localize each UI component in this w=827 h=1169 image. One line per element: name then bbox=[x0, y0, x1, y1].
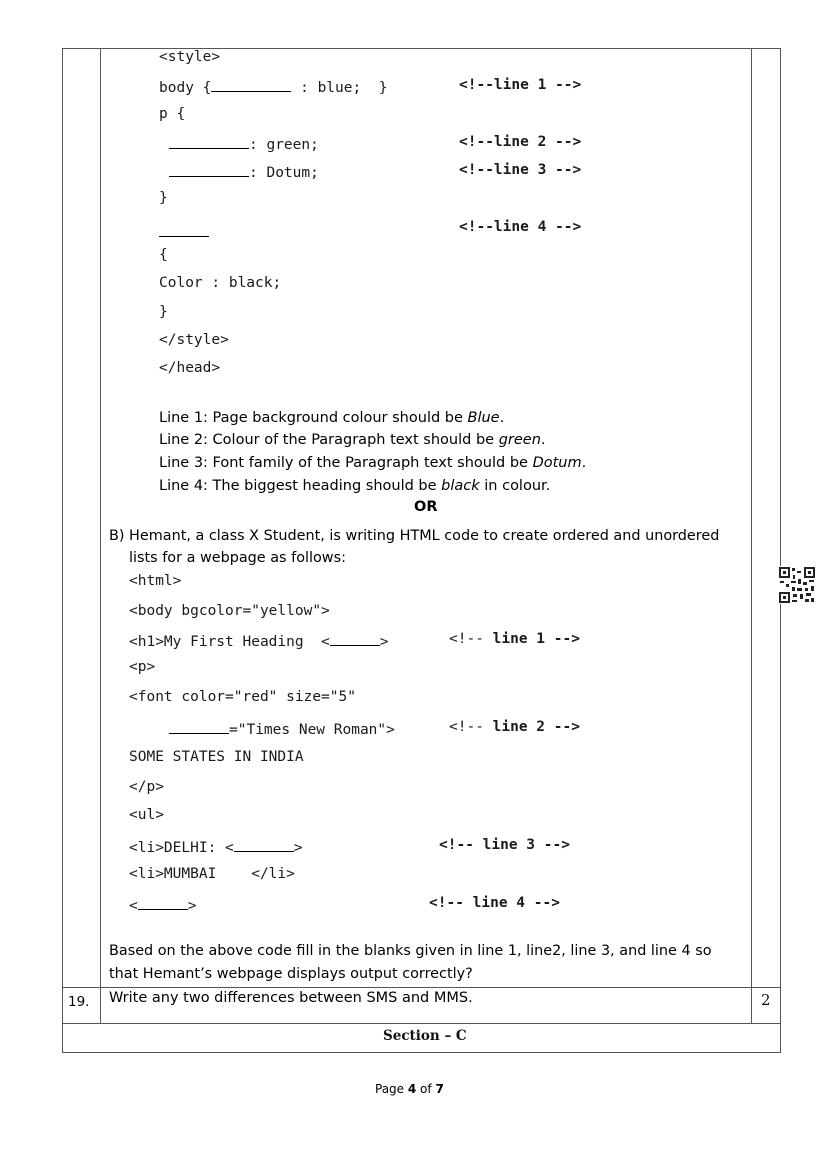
code-line: <li>MUMBAI </li> bbox=[129, 866, 295, 882]
or-label: OR bbox=[414, 499, 438, 515]
question-b-closing: that Hemant’s webpage displays output correctly? bbox=[109, 966, 473, 982]
code-line: SOME STATES IN INDIA bbox=[129, 749, 304, 765]
section-title: Section – C bbox=[383, 1028, 467, 1044]
code-line: <font color="red" size="5" bbox=[129, 689, 356, 705]
code-line: < > bbox=[129, 895, 196, 914]
code-comment: <!-- line 1 --> bbox=[449, 631, 580, 647]
instruction-line-3: Line 3: Font family of the Paragraph text should be Dotum. bbox=[159, 455, 587, 471]
code-comment: <!--line 1 --> bbox=[459, 77, 582, 93]
question-b-intro: B) Hemant, a class X Student, is writing HTML code to create ordered and unordered bbox=[109, 528, 720, 544]
qr-code-icon bbox=[778, 566, 816, 604]
code-comment: <!--line 3 --> bbox=[459, 162, 582, 178]
code-line: : Dotum; bbox=[169, 162, 319, 181]
instruction-line-1: Line 1: Page background colour should be Blue. bbox=[159, 410, 505, 426]
code-line: </style> bbox=[159, 332, 229, 348]
code-line: <h1>My First Heading < > bbox=[129, 631, 389, 650]
blank bbox=[330, 631, 380, 646]
code-line: ="Times New Roman"> bbox=[169, 719, 395, 738]
instruction-line-2: Line 2: Colour of the Paragraph text should be green. bbox=[159, 432, 546, 448]
blank bbox=[159, 222, 209, 237]
code-line: <style> bbox=[159, 49, 221, 65]
table-border-right bbox=[780, 48, 781, 1053]
row-divider-section bbox=[62, 1023, 781, 1024]
blank bbox=[169, 719, 229, 734]
code-line: } bbox=[159, 190, 168, 206]
code-comment: <!--line 2 --> bbox=[459, 134, 582, 150]
code-line: Color : black; bbox=[159, 275, 282, 291]
code-line: <ul> bbox=[129, 807, 164, 823]
question-text: Write any two differences between SMS and MMS. bbox=[109, 990, 473, 1006]
blank bbox=[169, 162, 249, 177]
table-border-qnum bbox=[100, 48, 101, 1023]
code-line: <li>DELHI: < > bbox=[129, 837, 303, 856]
code-line: </p> bbox=[129, 779, 164, 795]
page-footer: Page 4 of 7 bbox=[375, 1082, 444, 1096]
code-line: body { : blue; } bbox=[159, 77, 387, 96]
blank bbox=[169, 134, 249, 149]
question-number: 19. bbox=[68, 994, 90, 1010]
table-border-marks bbox=[751, 48, 752, 1023]
code-line: <html> bbox=[129, 573, 182, 589]
question-marks: 2 bbox=[761, 991, 771, 1009]
question-b-closing: Based on the above code fill in the blanks given in line 1, line2, line 3, and line 4 so bbox=[109, 943, 712, 959]
instruction-line-4: Line 4: The biggest heading should be black in colour. bbox=[159, 478, 551, 494]
code-line: : green; bbox=[169, 134, 319, 153]
code-line: } bbox=[159, 304, 168, 320]
code-line: p { bbox=[159, 106, 186, 122]
code-comment: <!-- line 2 --> bbox=[449, 719, 580, 735]
blank bbox=[211, 77, 291, 92]
question-b-intro: lists for a webpage as follows: bbox=[129, 550, 346, 566]
blank bbox=[138, 895, 188, 910]
table-border-bottom bbox=[62, 1052, 781, 1053]
blank bbox=[234, 837, 294, 852]
code-comment: <!--line 4 --> bbox=[459, 219, 582, 235]
code-line: <body bgcolor="yellow"> bbox=[129, 603, 330, 619]
code-comment: <!-- line 4 --> bbox=[429, 895, 560, 911]
table-border-left bbox=[62, 48, 63, 1053]
code-line: { bbox=[159, 247, 168, 263]
row-divider-q19 bbox=[62, 987, 781, 988]
code-comment: <!-- line 3 --> bbox=[439, 837, 570, 853]
code-line: </head> bbox=[159, 360, 221, 376]
code-line: <p> bbox=[129, 659, 156, 675]
